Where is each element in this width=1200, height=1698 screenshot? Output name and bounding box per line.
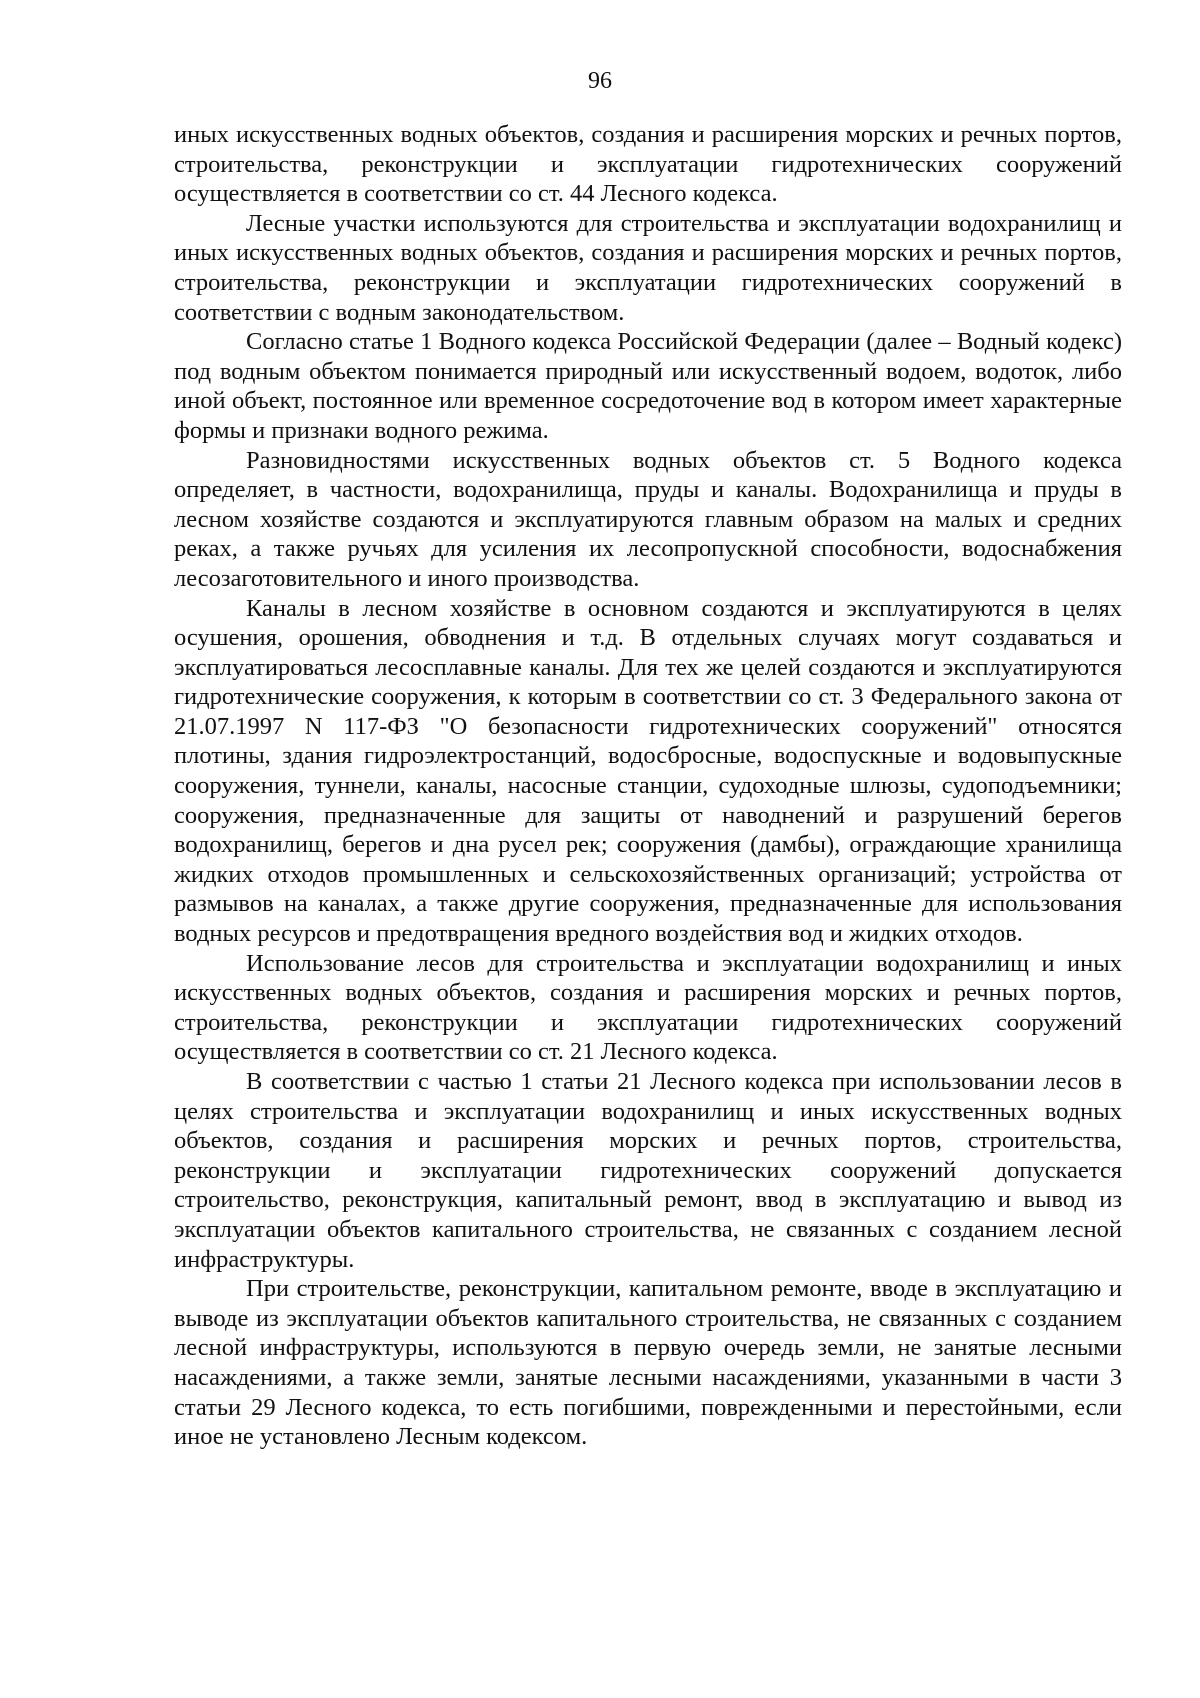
paragraph-construction-lands: При строительстве, реконструкции, капитальном ремонте, вводе в эксплуатацию и выводе из эксплуатации объектов капитального строительства, не связанных с созданием лесной инфраструктуры, используются в первую очередь земли, не занятые лесными насаждениями, а также земли, занятые лесными насаждениями, указанными в части 3 статьи 29 Лесного кодекса, то есть погибшими, поврежденными и перестойными, если иное не установлено Лесным кодексом. <box>174 1275 1122 1451</box>
paragraph-forest-plots-usage: Лесные участки используются для строительства и эксплуатации водохранилищ и иных искусственных водных объектов, создания и расширения морских и речных портов, строительства, реконструкции и эксплуатации гидротехнических сооружений в соответствии с водным законодательством. <box>174 209 1122 326</box>
paragraph-canals-hydraulic-structures: Каналы в лесном хозяйстве в основном создаются и эксплуатируются в целях осушения, орошения, обводнения и т.д. В отдельных случаях могут создаваться и эксплуатироваться лесосплавные каналы. Для тех же целей создаются и эксплуатируются гидротехнические сооружения, к которым в соответствии со ст. 3 Федерального закона от 21.07.1997 N 117-ФЗ "О безопасности гидротехнических сооружений" относятся плотины, здания гидроэлектростанций, водосбросные, водоспускные и водовыпускные сооружения, туннели, каналы, насосные станции, судоходные шлюзы, судоподъемники; сооружения, предназначенные для защиты от наводнений и разрушений берегов водохранилищ, берегов и дна русел рек; сооружения (дамбы), ограждающие хранилища жидких отходов промышленных и сельскохозяйственных организаций; устройства от размывов на каналах, а также другие сооружения, предназначенные для использования водных ресурсов и предотвращения вредного воздействия вод и жидких отходов. <box>174 594 1122 948</box>
paragraph-water-object-definition: Согласно статье 1 Водного кодекса Российской Федерации (далее – Водный кодекс) под водным объектом понимается природный или искусственный водоем, водоток, либо иной объект, постоянное или временное сосредоточение вод в котором имеет характерные формы и признаки водного режима. <box>174 328 1122 444</box>
document-body <box>174 120 1122 1452</box>
paragraph-part-1-article-21: В соответствии с частью 1 статьи 21 Лесного кодекса при использовании лесов в целях строительства и эксплуатации водохранилищ и иных искусственных водных объектов, создания и расширения морских и речных портов, строительства, реконструкции и эксплуатации гидротехнических сооружений допускается строительство, реконструкция, капитальный ремонт, ввод в эксплуатацию и вывод из эксплуатации объектов капитального строительства, не связанных с созданием лесной инфраструктуры. <box>174 1068 1122 1273</box>
paragraph-continuation: иных искусственных водных объектов, создания и расширения морских и речных портов, строительства, реконструкции и эксплуатации гидротехнических сооружений осуществляется в соответствии со ст. 44 Лесного кодекса. <box>174 121 1122 208</box>
paragraph-forest-use-article-21: Использование лесов для строительства и эксплуатации водохранилищ и иных искусственных водных объектов, создания и расширения морских и речных портов, строительства, реконструкции и эксплуатации гидротехнических сооружений осуществляется в соответствии со ст. 21 Лесного кодекса. <box>174 949 1122 1066</box>
page-number: 96 <box>588 68 612 94</box>
paragraph-artificial-water-objects: Разновидностями искусственных водных объектов ст. 5 Водного кодекса определяет, в частности, водохранилища, пруды и каналы. Водохранилища и пруды в лесном хозяйстве создаются и эксплуатируются главным образом на малых и средних реках, а также ручьях для усиления их лесопропускной способности, водоснабжения лесозаготовительного и иного производства. <box>174 446 1122 592</box>
